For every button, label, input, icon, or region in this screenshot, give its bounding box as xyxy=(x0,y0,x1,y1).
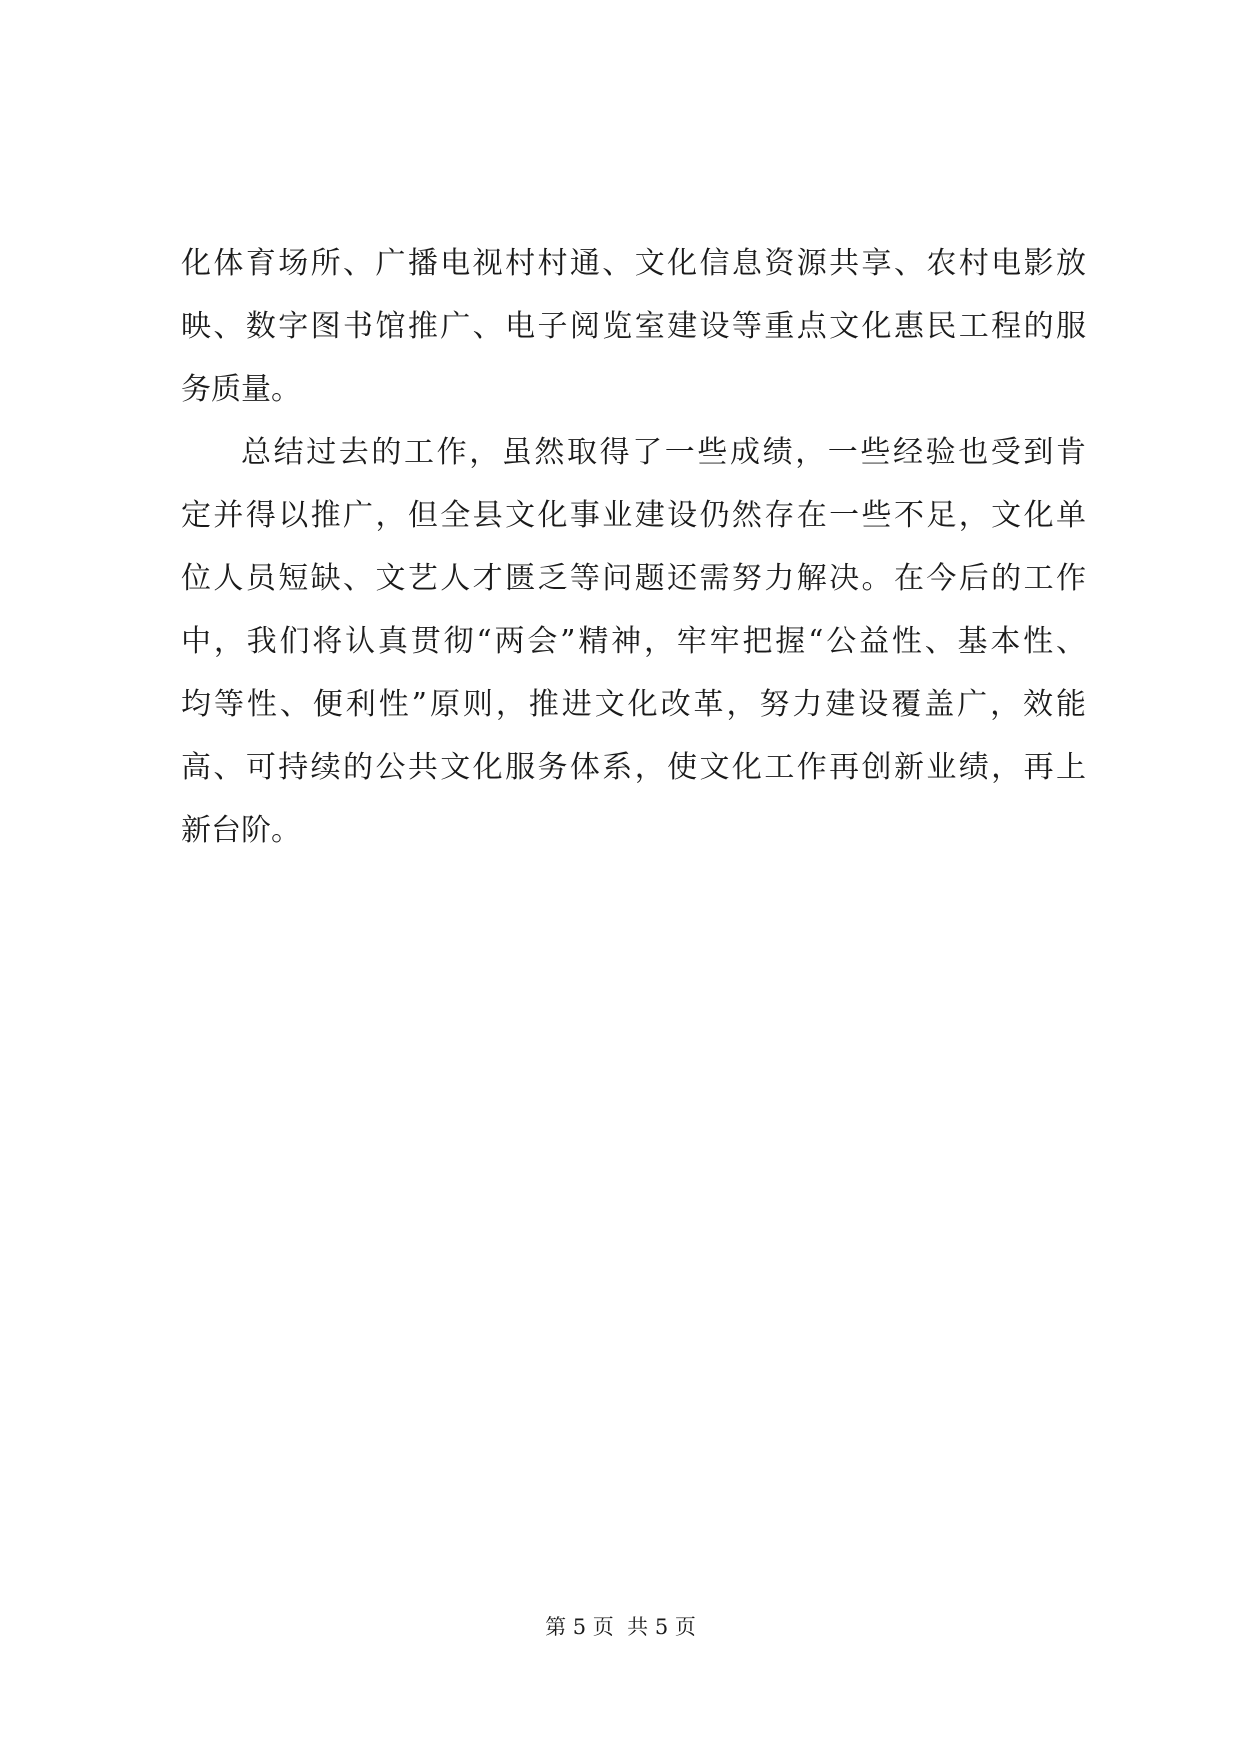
paragraph-1 xyxy=(181,232,1086,421)
paragraph-2 xyxy=(181,421,1086,862)
paragraph-line: 化体育场所、广播电视村村通、文化信息资源共享、农村电影放 xyxy=(181,246,1086,281)
page-total: 共 5 页 xyxy=(627,1615,696,1639)
paragraph-line: 均等性、便利性”原则，推进文化改革，努力建设覆盖广，效能 xyxy=(181,687,1086,722)
paragraph-line: 高、可持续的公共文化服务体系，使文化工作再创新业绩，再上 xyxy=(181,750,1086,785)
paragraph-line: 新台阶。 xyxy=(181,813,301,848)
paragraph-line: 务质量。 xyxy=(181,372,301,407)
paragraph-line: 映、数字图书馆推广、电子阅览室建设等重点文化惠民工程的服 xyxy=(181,309,1086,344)
page-footer xyxy=(0,1612,1241,1642)
paragraph-line: 中，我们将认真贯彻“两会”精神，牢牢把握“公益性、基本性、 xyxy=(181,624,1086,659)
paragraph-line: 定并得以推广，但全县文化事业建设仍然存在一些不足，文化单 xyxy=(181,498,1086,533)
paragraph-line: 总结过去的工作，虽然取得了一些成绩，一些经验也受到肯 xyxy=(241,435,1086,470)
document-body xyxy=(181,232,1086,862)
paragraph-line: 位人员短缺、文艺人才匮乏等问题还需努力解决。在今后的工作 xyxy=(181,561,1086,596)
page-number: 第 5 页 xyxy=(545,1615,614,1639)
